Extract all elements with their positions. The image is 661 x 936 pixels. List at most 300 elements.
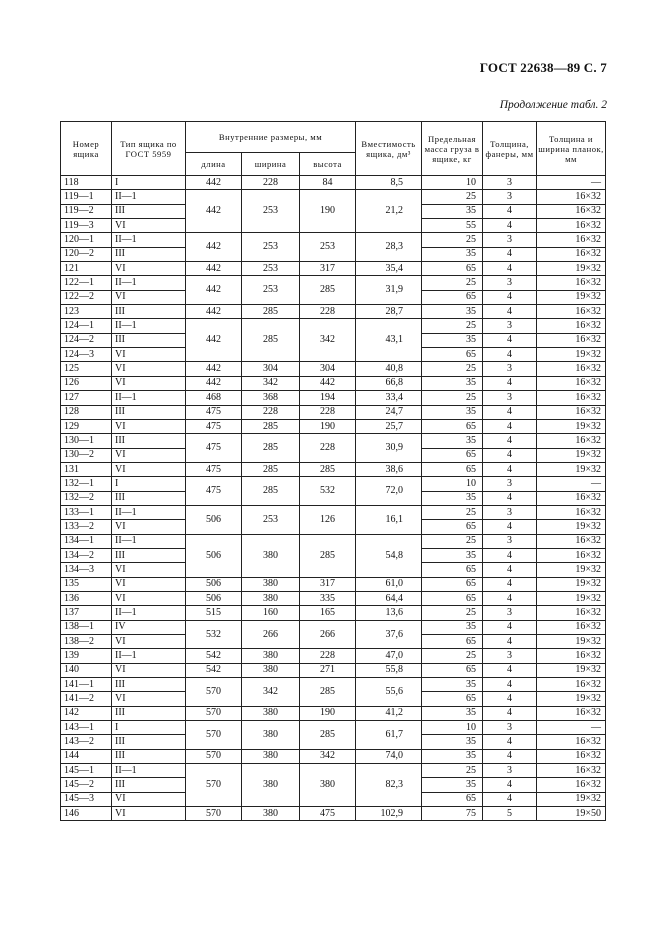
cell-plywood: 4 [483,735,537,749]
col-header-plank: Толщина и ширина планок, мм [537,122,606,176]
cell-max-mass: 65 [422,692,483,706]
cell-height: 228 [300,405,356,419]
cell-height: 266 [300,620,356,649]
cell-max-mass: 35 [422,405,483,419]
cell-length: 506 [186,591,242,605]
table-row [61,405,606,419]
cell-width: 368 [242,391,300,405]
cell-box-type: III [112,305,186,319]
cell-box-number: 118 [61,176,112,190]
cell-plank: 16×32 [537,247,606,261]
cell-plank: 16×32 [537,749,606,763]
table-row [61,534,606,548]
cell-plywood: 3 [483,606,537,620]
cell-plank: 19×32 [537,792,606,806]
cell-plywood: 3 [483,477,537,491]
cell-width: 380 [242,721,300,750]
cell-max-mass: 65 [422,348,483,362]
table-row [61,606,606,620]
cell-length: 532 [186,620,242,649]
cell-length: 570 [186,721,242,750]
cell-box-number: 141—1 [61,678,112,692]
cell-box-number: 127 [61,391,112,405]
cell-height: 317 [300,577,356,591]
cell-plank: — [537,176,606,190]
cell-length: 442 [186,319,242,362]
cell-box-number: 134—2 [61,548,112,562]
cell-plank: 16×32 [537,735,606,749]
cell-length: 515 [186,606,242,620]
cell-plywood: 3 [483,505,537,519]
cell-box-type: III [112,548,186,562]
cell-capacity: 35,4 [356,262,422,276]
cell-height: 190 [300,706,356,720]
cell-width: 285 [242,462,300,476]
cell-capacity: 13,6 [356,606,422,620]
cell-plywood: 4 [483,692,537,706]
cell-width: 253 [242,262,300,276]
cell-capacity: 37,6 [356,620,422,649]
cell-box-type: VI [112,290,186,304]
cell-plank: 19×32 [537,577,606,591]
cell-plywood: 4 [483,434,537,448]
cell-capacity: 16,1 [356,505,422,534]
cell-max-mass: 35 [422,305,483,319]
cell-plywood: 4 [483,663,537,677]
cell-max-mass: 25 [422,391,483,405]
cell-plywood: 4 [483,262,537,276]
cell-box-type: I [112,477,186,491]
col-header-capacity: Вместимость ящика, дм³ [356,122,422,176]
cell-plywood: 4 [483,204,537,218]
cell-box-type: III [112,204,186,218]
cell-length: 475 [186,477,242,506]
cell-max-mass: 35 [422,548,483,562]
cell-max-mass: 10 [422,477,483,491]
cell-capacity: 82,3 [356,764,422,807]
cell-capacity: 25,7 [356,419,422,433]
cell-box-number: 123 [61,305,112,319]
cell-length: 570 [186,678,242,707]
cell-plank: — [537,477,606,491]
cell-capacity: 55,6 [356,678,422,707]
cell-width: 228 [242,405,300,419]
cell-box-number: 137 [61,606,112,620]
cell-capacity: 33,4 [356,391,422,405]
cell-box-number: 121 [61,262,112,276]
cell-box-number: 139 [61,649,112,663]
cell-capacity: 47,0 [356,649,422,663]
cell-width: 380 [242,807,300,821]
col-header-type: Тип ящика по ГОСТ 5959 [112,122,186,176]
cell-plank: 16×32 [537,548,606,562]
cell-plywood: 3 [483,276,537,290]
cell-plywood: 3 [483,534,537,548]
cell-max-mass: 65 [422,262,483,276]
cell-plank: 16×32 [537,204,606,218]
col-header-plywood: Толщина, фанеры, мм [483,122,537,176]
cell-plywood: 4 [483,635,537,649]
table-row [61,276,606,290]
cell-capacity: 21,2 [356,190,422,233]
cell-box-number: 119—1 [61,190,112,204]
cell-max-mass: 35 [422,678,483,692]
cell-plywood: 4 [483,462,537,476]
cell-width: 266 [242,620,300,649]
cell-plank: 16×32 [537,505,606,519]
col-header-number: Номер ящика [61,122,112,176]
cell-width: 253 [242,505,300,534]
table-row [61,462,606,476]
cell-max-mass: 25 [422,534,483,548]
cell-box-type: VI [112,219,186,233]
cell-height: 228 [300,305,356,319]
cell-max-mass: 75 [422,807,483,821]
cell-length: 570 [186,764,242,807]
cell-width: 342 [242,376,300,390]
cell-height: 304 [300,362,356,376]
cell-capacity: 74,0 [356,749,422,763]
cell-width: 253 [242,190,300,233]
cell-box-type: VI [112,807,186,821]
cell-length: 506 [186,534,242,577]
cell-plank: 19×32 [537,290,606,304]
cell-box-type: I [112,721,186,735]
cell-plywood: 4 [483,548,537,562]
cell-width: 285 [242,477,300,506]
cell-max-mass: 25 [422,362,483,376]
cell-box-type: II—1 [112,319,186,333]
cell-plank: 16×32 [537,233,606,247]
cell-length: 442 [186,190,242,233]
cell-plywood: 4 [483,792,537,806]
cell-box-type: VI [112,663,186,677]
cell-plank: 16×32 [537,319,606,333]
cell-height: 342 [300,319,356,362]
cell-max-mass: 35 [422,749,483,763]
cell-width: 380 [242,706,300,720]
cell-length: 442 [186,305,242,319]
cell-length: 475 [186,462,242,476]
col-header-inner-dims: Внутренние размеры, мм [186,122,356,153]
cell-box-type: III [112,678,186,692]
cell-box-number: 134—1 [61,534,112,548]
cell-box-type: VI [112,262,186,276]
cell-max-mass: 65 [422,290,483,304]
cell-height: 285 [300,534,356,577]
table-row [61,176,606,190]
table-row [61,305,606,319]
table-row [61,419,606,433]
cell-box-number: 136 [61,591,112,605]
cell-box-type: VI [112,362,186,376]
cell-plank: 19×32 [537,462,606,476]
cell-box-type: II—1 [112,391,186,405]
cell-box-type: III [112,247,186,261]
cell-box-number: 129 [61,419,112,433]
cell-box-number: 125 [61,362,112,376]
cell-length: 506 [186,505,242,534]
cell-width: 253 [242,276,300,305]
cell-length: 442 [186,276,242,305]
cell-plywood: 4 [483,405,537,419]
cell-box-type: VI [112,591,186,605]
cell-width: 285 [242,305,300,319]
cell-max-mass: 35 [422,333,483,347]
cell-box-number: 119—3 [61,219,112,233]
cell-plywood: 4 [483,706,537,720]
cell-height: 194 [300,391,356,405]
table-row [61,262,606,276]
col-header-width: ширина [242,153,300,176]
cell-box-number: 122—2 [61,290,112,304]
cell-plywood: 4 [483,620,537,634]
cell-box-type: VI [112,792,186,806]
cell-box-type: VI [112,563,186,577]
cell-max-mass: 35 [422,620,483,634]
cell-max-mass: 65 [422,635,483,649]
cell-plywood: 4 [483,749,537,763]
cell-box-type: III [112,749,186,763]
cell-plank: 19×32 [537,262,606,276]
cell-plank: 16×32 [537,534,606,548]
table-row [61,362,606,376]
cell-box-number: 141—2 [61,692,112,706]
table-row [61,577,606,591]
cell-capacity: 28,3 [356,233,422,262]
cell-plywood: 4 [483,419,537,433]
cell-plank: 16×32 [537,678,606,692]
cell-box-number: 133—1 [61,505,112,519]
table-row [61,376,606,390]
cell-plywood: 4 [483,219,537,233]
cell-plank: 16×32 [537,649,606,663]
cell-plywood: 4 [483,778,537,792]
table-row [61,721,606,735]
cell-capacity: 54,8 [356,534,422,577]
cell-box-type: IV [112,620,186,634]
cell-plywood: 3 [483,764,537,778]
cell-capacity: 61,7 [356,721,422,750]
cell-width: 380 [242,577,300,591]
cell-height: 190 [300,419,356,433]
cell-box-number: 145—2 [61,778,112,792]
cell-max-mass: 65 [422,563,483,577]
cell-capacity: 24,7 [356,405,422,419]
cell-max-mass: 10 [422,176,483,190]
box-dimensions-table [60,121,606,821]
cell-box-type: II—1 [112,534,186,548]
cell-box-type: II—1 [112,606,186,620]
cell-plank: 19×32 [537,419,606,433]
cell-plank: 16×32 [537,391,606,405]
table-row [61,434,606,448]
cell-box-type: II—1 [112,233,186,247]
cell-plywood: 3 [483,721,537,735]
table-row [61,477,606,491]
cell-box-number: 120—1 [61,233,112,247]
cell-box-number: 138—2 [61,635,112,649]
cell-width: 380 [242,749,300,763]
cell-box-number: 140 [61,663,112,677]
cell-box-type: III [112,405,186,419]
cell-box-type: VI [112,692,186,706]
cell-max-mass: 25 [422,505,483,519]
cell-length: 506 [186,577,242,591]
cell-height: 228 [300,434,356,463]
cell-max-mass: 35 [422,434,483,448]
table-row [61,678,606,692]
cell-width: 285 [242,319,300,362]
cell-box-number: 138—1 [61,620,112,634]
cell-box-number: 130—2 [61,448,112,462]
cell-plank: 16×32 [537,434,606,448]
cell-plywood: 4 [483,591,537,605]
cell-length: 475 [186,419,242,433]
col-header-length: длина [186,153,242,176]
table-row [61,319,606,333]
cell-box-type: II—1 [112,190,186,204]
cell-plywood: 4 [483,348,537,362]
cell-length: 570 [186,749,242,763]
cell-capacity: 41,2 [356,706,422,720]
cell-plank: 16×32 [537,778,606,792]
cell-capacity: 64,4 [356,591,422,605]
cell-box-number: 130—1 [61,434,112,448]
cell-box-number: 143—2 [61,735,112,749]
cell-capacity: 38,6 [356,462,422,476]
cell-plywood: 4 [483,305,537,319]
table-row [61,706,606,720]
cell-box-type: III [112,333,186,347]
table-row [61,233,606,247]
cell-max-mass: 65 [422,663,483,677]
cell-capacity: 66,8 [356,376,422,390]
cell-max-mass: 65 [422,462,483,476]
cell-width: 380 [242,534,300,577]
cell-max-mass: 25 [422,649,483,663]
table-body [61,176,606,821]
cell-box-number: 124—3 [61,348,112,362]
cell-box-type: II—1 [112,649,186,663]
cell-plank: 16×32 [537,333,606,347]
cell-plywood: 4 [483,448,537,462]
cell-box-number: 132—2 [61,491,112,505]
cell-width: 253 [242,233,300,262]
cell-plywood: 4 [483,290,537,304]
cell-plank: 16×32 [537,219,606,233]
cell-capacity: 61,0 [356,577,422,591]
cell-width: 285 [242,434,300,463]
cell-plank: 16×32 [537,620,606,634]
cell-max-mass: 25 [422,276,483,290]
cell-height: 442 [300,376,356,390]
cell-max-mass: 35 [422,376,483,390]
cell-box-number: 144 [61,749,112,763]
cell-plywood: 3 [483,176,537,190]
cell-plywood: 3 [483,649,537,663]
cell-plank: 16×32 [537,606,606,620]
cell-box-type: VI [112,348,186,362]
cell-length: 475 [186,405,242,419]
cell-capacity: 28,7 [356,305,422,319]
cell-plywood: 3 [483,362,537,376]
cell-height: 271 [300,663,356,677]
cell-capacity: 55,8 [356,663,422,677]
cell-box-type: III [112,434,186,448]
cell-max-mass: 35 [422,204,483,218]
cell-height: 342 [300,749,356,763]
cell-plywood: 4 [483,333,537,347]
cell-box-number: 134—3 [61,563,112,577]
cell-box-type: II—1 [112,505,186,519]
cell-length: 468 [186,391,242,405]
cell-height: 380 [300,764,356,807]
cell-plank: 16×32 [537,190,606,204]
cell-width: 304 [242,362,300,376]
cell-box-number: 133—2 [61,520,112,534]
cell-height: 335 [300,591,356,605]
cell-max-mass: 65 [422,792,483,806]
cell-plywood: 4 [483,563,537,577]
cell-plywood: 4 [483,247,537,261]
cell-box-number: 120—2 [61,247,112,261]
table-continuation-label: Продолжение табл. 2 [499,99,607,111]
cell-plywood: 3 [483,319,537,333]
cell-height: 253 [300,233,356,262]
cell-box-number: 135 [61,577,112,591]
cell-box-number: 146 [61,807,112,821]
cell-height: 84 [300,176,356,190]
col-header-max-mass: Предельная масса груза в ящике, кг [422,122,483,176]
cell-width: 285 [242,419,300,433]
cell-box-number: 128 [61,405,112,419]
table-row [61,620,606,634]
cell-max-mass: 35 [422,247,483,261]
cell-length: 542 [186,663,242,677]
cell-plank: 16×32 [537,706,606,720]
cell-box-number: 142 [61,706,112,720]
cell-max-mass: 25 [422,190,483,204]
cell-max-mass: 35 [422,706,483,720]
cell-plywood: 4 [483,520,537,534]
cell-max-mass: 25 [422,319,483,333]
cell-max-mass: 35 [422,778,483,792]
cell-max-mass: 65 [422,448,483,462]
cell-length: 475 [186,434,242,463]
cell-max-mass: 35 [422,735,483,749]
cell-box-number: 145—3 [61,792,112,806]
cell-box-type: III [112,778,186,792]
cell-height: 285 [300,721,356,750]
cell-plank: 19×32 [537,348,606,362]
cell-box-type: III [112,706,186,720]
cell-width: 380 [242,591,300,605]
cell-plank: 19×32 [537,635,606,649]
cell-height: 285 [300,678,356,707]
cell-height: 317 [300,262,356,276]
cell-plank: 16×32 [537,362,606,376]
cell-box-type: VI [112,419,186,433]
cell-box-type: II—1 [112,764,186,778]
cell-width: 380 [242,764,300,807]
table-row [61,807,606,821]
cell-capacity: 40,8 [356,362,422,376]
cell-plank: 16×32 [537,276,606,290]
cell-width: 342 [242,678,300,707]
cell-length: 542 [186,649,242,663]
cell-plywood: 4 [483,376,537,390]
